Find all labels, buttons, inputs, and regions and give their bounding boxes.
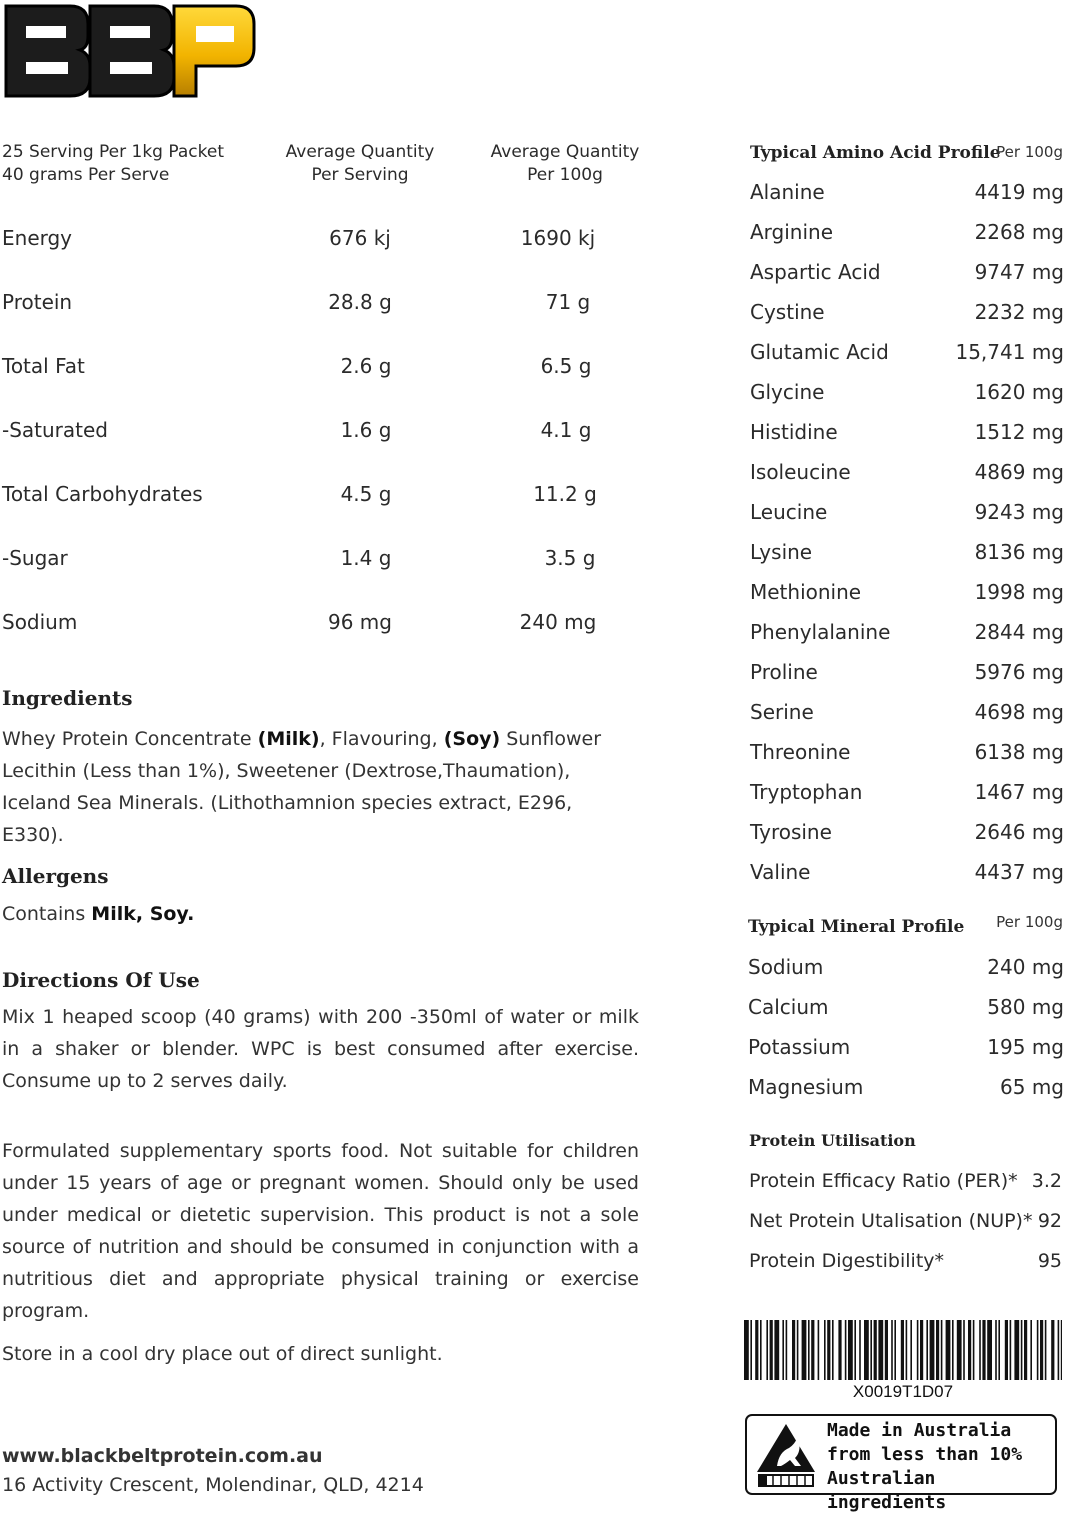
barcode-bar	[864, 1320, 869, 1380]
mineral-name: Sodium	[748, 955, 824, 979]
warning-text: Formulated supplementary sports food. Not suitable for children under 15 years of age or pregnant women. Should only be used under medical or dietetic supervision. This product is not a sole source of nutrition and should be consumed in conjunction with a nutritious diet and appropriate physical training or exercise program.	[2, 1140, 639, 1322]
barcode-bar	[885, 1320, 888, 1380]
allergens-title: Allergens	[2, 864, 109, 888]
nutrient-name: Total Fat	[2, 354, 85, 378]
amino-value: 9747 mg	[974, 260, 1064, 284]
barcode-bar	[1005, 1320, 1008, 1380]
utilisation-row	[749, 1170, 1064, 1196]
barcode-bar	[917, 1320, 919, 1380]
barcode-bar	[1030, 1320, 1032, 1380]
amino-name: Phenylalanine	[750, 620, 891, 644]
nutrient-per-serving: 1.4 g	[340, 546, 392, 570]
amino-value: 1998 mg	[974, 580, 1064, 604]
barcode-bar	[894, 1320, 896, 1380]
utilisation-name: Net Protein Utalisation (NUP)*	[749, 1210, 1033, 1232]
barcode-bar	[750, 1320, 752, 1380]
utilisation-name: Protein Efficacy Ratio (PER)*	[749, 1170, 1018, 1192]
amino-name: Glutamic Acid	[750, 340, 889, 364]
nutrient-name: Total Carbohydrates	[2, 482, 203, 506]
amino-value: 2268 mg	[974, 220, 1064, 244]
barcode-bar	[998, 1320, 1000, 1380]
amino-name: Threonine	[750, 740, 851, 764]
barcode-bar	[838, 1320, 841, 1380]
barcode-bar	[946, 1320, 951, 1380]
barcode-bar	[854, 1320, 856, 1380]
nutrient-per-serving: 676 kj	[329, 226, 391, 250]
amino-name: Glycine	[750, 380, 825, 404]
barcode-bar	[1051, 1320, 1054, 1380]
per-serving-header: Average Quantity Per Serving	[285, 142, 435, 185]
amino-per-label: Per 100g	[996, 143, 1063, 161]
amino-row	[750, 820, 1064, 848]
barcode-bar	[782, 1320, 784, 1380]
amino-name: Isoleucine	[750, 460, 851, 484]
nutrient-per-serving: 4.5 g	[340, 482, 392, 506]
mineral-name: Potassium	[748, 1035, 851, 1059]
bbp-logo	[4, 2, 256, 98]
per-100g-header: Average Quantity Per 100g	[490, 142, 640, 185]
barcode-bar	[827, 1320, 830, 1380]
amino-row	[750, 700, 1064, 728]
amino-value: 4698 mg	[974, 700, 1064, 724]
mineral-per-label: Per 100g	[996, 913, 1063, 931]
amino-value: 1467 mg	[974, 780, 1064, 804]
barcode-bar	[874, 1320, 877, 1380]
amino-name: Serine	[750, 700, 814, 724]
mineral-name: Calcium	[748, 995, 829, 1019]
nutrient-per-100g: 11.2 g	[533, 482, 597, 506]
barcode-bar	[891, 1320, 893, 1380]
ingredients-text: Whey Protein Concentrate (Milk), Flavouring, (Soy) Sunflower Lecithin (Less than 1%), Sweetener (Dextrose,Thaumation), Iceland Sea Minerals. (Lithothamnion species extract, E296, E330).	[2, 728, 602, 846]
mineral-row	[748, 995, 1064, 1023]
barcode-bar	[744, 1320, 749, 1380]
amino-row	[750, 460, 1064, 488]
barcode-bar	[910, 1320, 912, 1380]
amino-row	[750, 420, 1064, 448]
amino-value: 4419 mg	[974, 180, 1064, 204]
barcode-bar	[982, 1320, 985, 1380]
utilisation-value: 92	[1037, 1210, 1062, 1232]
amino-value: 4869 mg	[974, 460, 1064, 484]
barcode-bar	[766, 1320, 768, 1380]
amino-name: Alanine	[750, 180, 825, 204]
barcode-bar	[901, 1320, 904, 1380]
utilisation-name: Protein Digestibility*	[749, 1250, 945, 1272]
allergens-text: Contains Milk, Soy.	[2, 903, 195, 925]
utilisation-value: 3.2	[1031, 1170, 1062, 1192]
barcode-bar	[930, 1320, 935, 1380]
barcode-bar	[1040, 1320, 1043, 1380]
barcode-bar	[859, 1320, 861, 1380]
nutrient-per-serving: 28.8 g	[328, 290, 392, 314]
amino-name: Proline	[750, 660, 818, 684]
barcode-bar	[797, 1320, 799, 1380]
amino-row	[750, 220, 1064, 248]
barcode-bar	[987, 1320, 992, 1380]
amino-title: Typical Amino Acid Profile	[750, 143, 1001, 163]
barcode-bar	[786, 1320, 788, 1380]
barcode-bar	[1037, 1320, 1039, 1380]
barcode-bar	[952, 1320, 954, 1380]
amino-name: Lysine	[750, 540, 813, 564]
barcode-number: X0019T1D07	[852, 1382, 954, 1401]
amino-name: Cystine	[750, 300, 825, 324]
utilisation-title: Protein Utilisation	[749, 1131, 916, 1150]
barcode-bar	[808, 1320, 810, 1380]
barcode-bar	[1061, 1320, 1062, 1380]
mineral-row	[748, 955, 1064, 983]
amino-value: 4437 mg	[974, 860, 1064, 884]
barcode-bar	[870, 1320, 872, 1380]
amino-value: 2232 mg	[974, 300, 1064, 324]
amino-value: 9243 mg	[974, 500, 1064, 524]
barcode-bar	[979, 1320, 981, 1380]
amino-value: 1512 mg	[974, 420, 1064, 444]
amino-row	[750, 300, 1064, 328]
barcode-bar	[1045, 1320, 1047, 1380]
barcode-bar	[1024, 1320, 1027, 1380]
amino-value: 6138 mg	[974, 740, 1064, 764]
barcode-bar	[968, 1320, 971, 1380]
barcode-bar	[818, 1320, 820, 1380]
ingredients-title: Ingredients	[2, 686, 133, 710]
amino-name: Leucine	[750, 500, 828, 524]
amino-value: 15,741 mg	[955, 340, 1064, 364]
directions-title: Directions Of Use	[2, 968, 200, 992]
kangaroo-triangle-icon	[755, 1422, 817, 1488]
barcode-bar	[936, 1320, 939, 1380]
barcode-bar	[1010, 1320, 1012, 1380]
amino-name: Arginine	[750, 220, 834, 244]
amino-name: Tryptophan	[750, 780, 863, 804]
barcode-bar	[995, 1320, 997, 1380]
nutrient-per-100g: 3.5 g	[544, 546, 596, 570]
amino-row	[750, 340, 1064, 368]
amino-row	[750, 780, 1064, 808]
barcode-bar	[963, 1320, 965, 1380]
utilisation-row	[749, 1250, 1064, 1276]
storage-text: Store in a cool dry place out of direct sunlight.	[2, 1343, 443, 1365]
barcode-bar	[920, 1320, 923, 1380]
nutrient-name: Protein	[2, 290, 73, 314]
amino-value: 8136 mg	[974, 540, 1064, 564]
amino-name: Methionine	[750, 580, 862, 604]
barcode-bar	[802, 1320, 807, 1380]
barcode-bar	[926, 1320, 928, 1380]
barcode-image	[744, 1320, 1062, 1380]
amino-row	[750, 260, 1064, 288]
amino-row	[750, 580, 1064, 608]
amino-row	[750, 380, 1064, 408]
nutrient-name: -Saturated	[2, 418, 109, 442]
barcode-bar	[760, 1320, 762, 1380]
servings-header: 25 Serving Per 1kg Packet 40 grams Per Serve	[2, 142, 224, 185]
barcode-bar	[845, 1320, 847, 1380]
barcode-bar	[848, 1320, 853, 1380]
utilisation-row	[749, 1210, 1064, 1236]
amino-row	[750, 180, 1064, 208]
barcode-bar	[755, 1320, 758, 1380]
amino-row	[750, 500, 1064, 528]
made-in-australia-badge	[745, 1414, 1057, 1513]
barcode-bar	[957, 1320, 962, 1380]
amino-value: 5976 mg	[974, 660, 1064, 684]
nutrient-per-serving: 2.6 g	[340, 354, 392, 378]
nutrient-name: -Sugar	[2, 546, 68, 570]
nutrient-name: Energy	[2, 226, 73, 250]
barcode-bar	[1014, 1320, 1019, 1380]
amino-row	[750, 860, 1064, 888]
barcode-bar	[774, 1320, 779, 1380]
nutrient-per-serving: 1.6 g	[340, 418, 392, 442]
mineral-name: Magnesium	[748, 1075, 864, 1099]
amino-row	[750, 740, 1064, 768]
mineral-value: 240 mg	[987, 955, 1064, 979]
barcode-bar	[792, 1320, 795, 1380]
barcode-bar	[824, 1320, 826, 1380]
nutrient-per-100g: 1690 kj	[520, 226, 596, 250]
nutrient-name: Sodium	[2, 610, 78, 634]
amino-name: Histidine	[750, 420, 838, 444]
mineral-row	[748, 1035, 1064, 1063]
directions-text: Mix 1 heaped scoop (40 grams) with 200 -350ml of water or milk in a shaker or blender. WPC is best consumed after exercise. Consume up to 2 serves daily.	[2, 1006, 639, 1092]
barcode-bar	[906, 1320, 908, 1380]
mineral-value: 580 mg	[987, 995, 1064, 1019]
amino-row	[750, 540, 1064, 568]
amino-name: Tyrosine	[750, 820, 832, 844]
mineral-value: 195 mg	[987, 1035, 1064, 1059]
nutrient-per-100g: 240 mg	[519, 610, 597, 634]
barcode-bar	[1058, 1320, 1060, 1380]
nutrient-per-serving: 96 mg	[328, 610, 392, 634]
nutrient-per-100g: 6.5 g	[540, 354, 592, 378]
barcode-bar	[811, 1320, 814, 1380]
barcode-bar	[1021, 1320, 1023, 1380]
nutrient-per-100g: 4.1 g	[540, 418, 592, 442]
nutrient-per-100g: 71 g	[545, 290, 591, 314]
amino-name: Aspartic Acid	[750, 260, 881, 284]
mineral-title: Typical Mineral Profile	[748, 917, 965, 937]
amino-row	[750, 620, 1064, 648]
barcode-bar	[770, 1320, 773, 1380]
made-in-text: Made in Australia from less than 10% Australian ingredients	[827, 1420, 1023, 1513]
amino-value: 2844 mg	[974, 620, 1064, 644]
utilisation-value: 95	[1037, 1250, 1062, 1272]
barcode-bar	[878, 1320, 883, 1380]
barcode-bar	[941, 1320, 943, 1380]
amino-value: 1620 mg	[974, 380, 1064, 404]
amino-row	[750, 660, 1064, 688]
mineral-row	[748, 1075, 1064, 1103]
amino-name: Valine	[750, 860, 811, 884]
mineral-value: 65 mg	[1000, 1075, 1064, 1099]
amino-value: 2646 mg	[974, 820, 1064, 844]
barcode-bar	[832, 1320, 834, 1380]
address-text: 16 Activity Crescent, Molendinar, QLD, 4214	[2, 1474, 424, 1496]
website-link[interactable]: www.blackbeltprotein.com.au	[2, 1445, 323, 1467]
barcode-bar	[973, 1320, 975, 1380]
